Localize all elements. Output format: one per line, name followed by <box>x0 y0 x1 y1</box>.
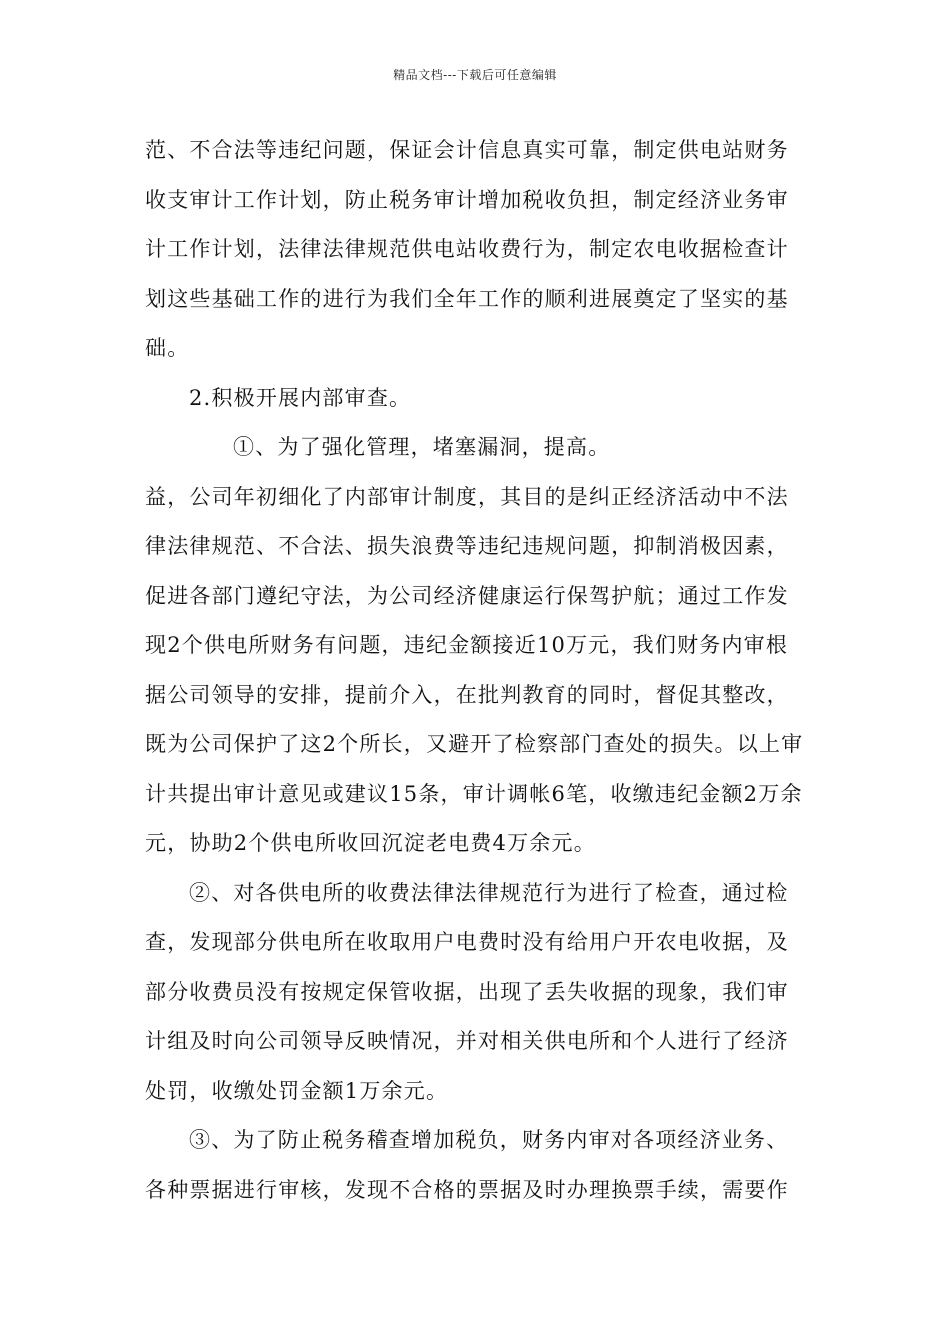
paragraph-item-2: ②、对各供电所的收费法律法律规范行为进行了检查，通过检查，发现部分供电所在收取用户电费时没有给用户开农电收据，及部分收费员没有按规定保管收据，出现了丢失收据的现象，我们审计组及时向公司领导反映情况，并对相关供电所和个人进行了经济处罚，收缴处罚金额1万余元。 <box>145 880 789 1103</box>
paragraph-item-3: ③、为了防止税务稽查增加税负，财务内审对各项经济业务、各种票据进行审核，发现不合格的票据及时办理换票手续，需要作 <box>145 1128 789 1202</box>
section-heading: 2.积极开展内部审查。 <box>189 385 412 410</box>
paragraph-item-1-lead: ①、为了强化管理，堵塞漏洞，提高。 <box>233 435 611 459</box>
paragraph-item-1-body: 益，公司年初细化了内部审计制度，其目的是纠正经济活动中不法律法律规范、不合法、损失浪费等违纪违规问题，抑制消极因素，促进各部门遵纪守法，为公司经济健康运行保驾护航；通过工作发现2个供电所财务有问题，违纪金额接近10万元，我们财务内审根据公司领导的安排，提前介入，在批判教育的同时，督促其整改，既为公司保护了这2个所长，又避开了检察部门查处的损失。以上审计共提出审计意见或建议15条，审计调帐6笔，收缴违纪金额2万余元，协助2个供电所收回沉淀老电费4万余元。 <box>145 484 804 855</box>
paragraph-continuation: 范、不合法等违纪问题，保证会计信息真实可靠，制定供电站财务收支审计工作计划，防止税务审计增加税收负担，制定经济业务审计工作计划，法律法律规范供电站收费行为，制定农电收据检查计划这些基础工作的进行为我们全年工作的顺利进展奠定了坚实的基础。 <box>145 138 789 360</box>
page-header: 精品文档---下载后可任意编辑 <box>393 68 557 82</box>
document-body <box>145 126 809 1215</box>
